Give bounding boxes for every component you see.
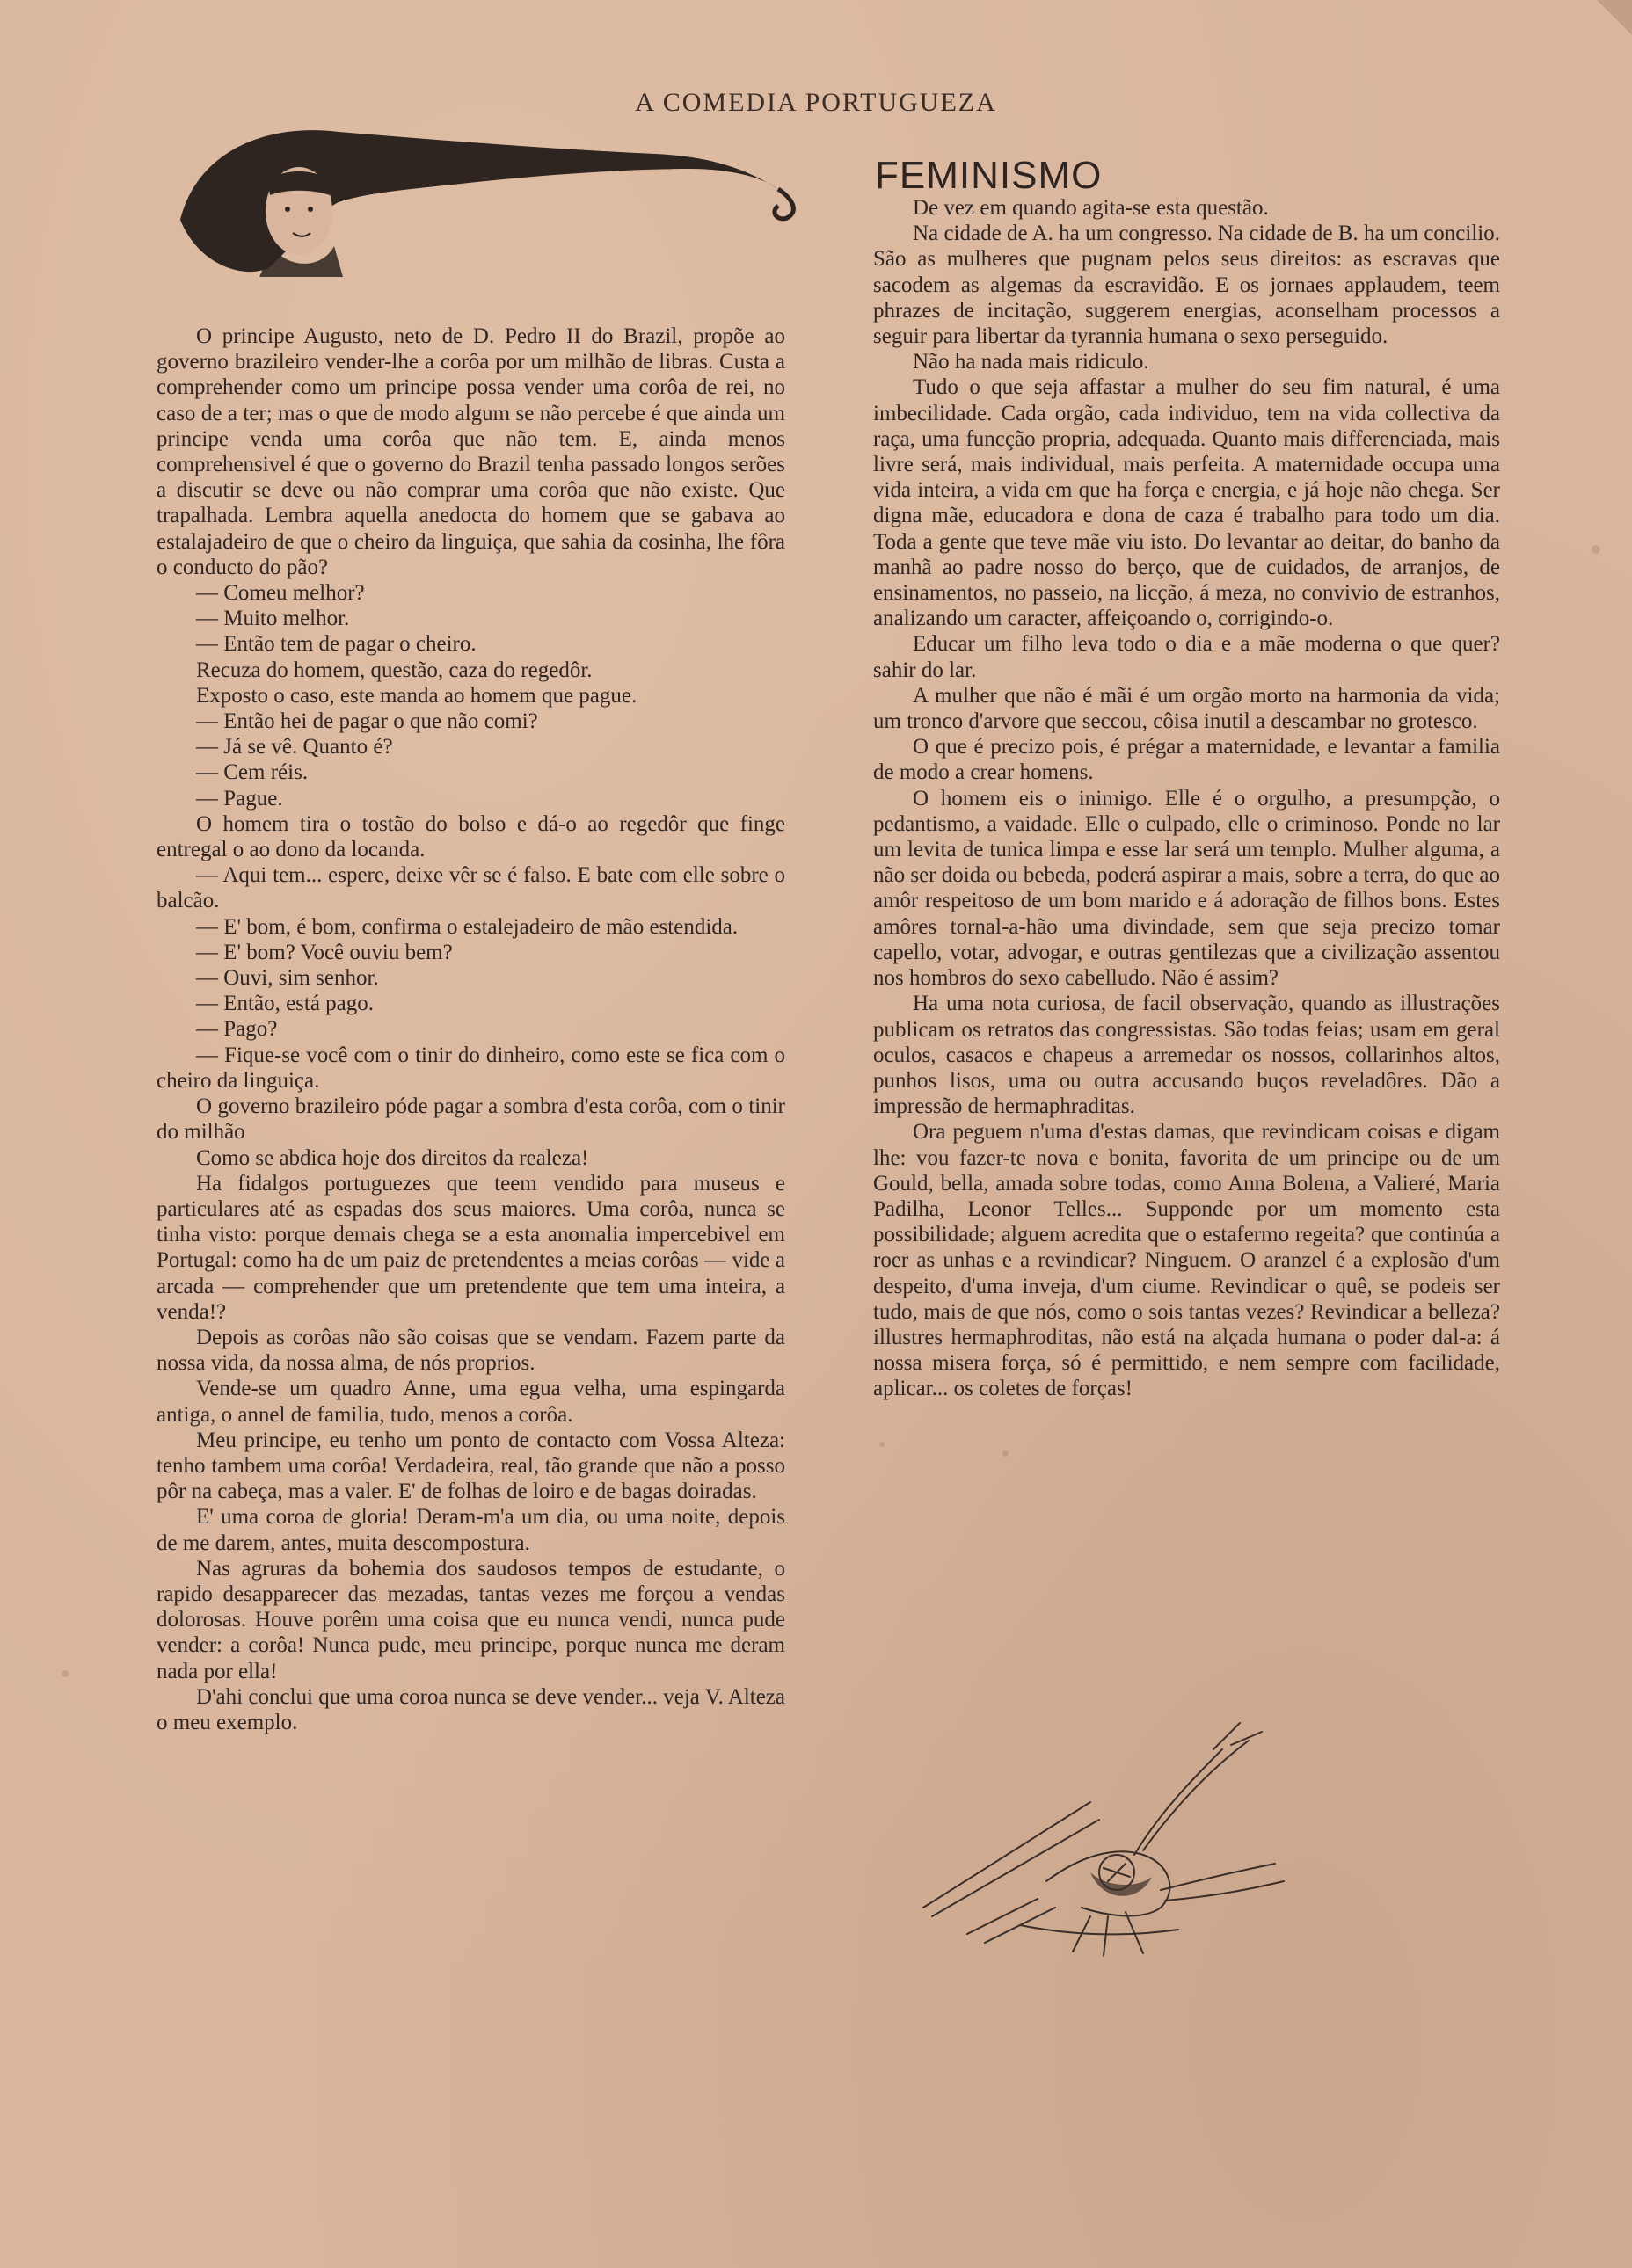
article-paragraph: O principe Augusto, neto de D. Pedro II do Brazil, propõe ao governo brazileiro vender-lhe a corôa por um milhão de libras. Custa a comprehender como um principe possa vender uma corôa de rei, no caso de a ter; mas o que de modo algum se não percebe é que ainda um principe venda uma corôa que não tem. E, ainda menos comprehensivel é que o governo do Brazil tenha passado longos serões a discutir se deve ou não comprar uma corôa que não existe. Que trapalhada. Lembra aquella anedocta do homem que se gabava ao estalajadeiro de que o cheiro da linguiça, que sahia da cosinha, lhe fôra o conducto do pão? bbox=[157, 324, 785, 579]
article-paragraph: O governo brazileiro póde pagar a sombra d'esta corôa, com o tinir do milhão bbox=[157, 1094, 785, 1145]
page-header: A COMEDIA PORTUGUEZA bbox=[635, 88, 997, 117]
right-article bbox=[873, 195, 1500, 1402]
dialogue-line: — Então, está pago. bbox=[196, 992, 375, 1016]
article-paragraph: Exposto o caso, este manda ao homem que pague. bbox=[196, 683, 638, 708]
article-paragraph: Tudo o que seja affastar a mulher do seu fim natural, é uma imbecilidade. Cada orgão, cada individuo, tem na vida collectiva da raça, uma funcção propria, adequada. Quanto mais differenciada, mais livre será, mais individual, mais perfeita. A maternidade occupa uma vida inteira, a vida em que ha força e energia, e já hoje não chega. Ser digna mãe, educadora e dona de caza é trabalho para todo um dia. Toda a gente que teve mãe viu isto. Do levantar ao deitar, do banho da manhã ao padre nosso do berço, que de cuidados, de arranjos, de ensinamentos, no passeio, na licção, á meza, no convivio de estranhos, analizando um caracter, affeiçoando o, corrigindo-o. bbox=[873, 375, 1500, 631]
dialogue-line: — Ouvi, sim senhor. bbox=[196, 966, 379, 991]
paper-stain bbox=[879, 1442, 885, 1447]
dialogue-line: — Fique-se você com o tinir do dinheiro, como este se fica com o cheiro da linguiça. bbox=[157, 1043, 785, 1093]
article-paragraph: Nas agruras da bohemia dos saudosos tempos de estudante, o rapido desapparecer das mezadas, tantas vezes me forçou a vendas dolorosas. Houve porêm uma coisa que eu nunca vendi, nunca pude vender: a corôa! Nunca pude, meu principe, porque nunca me deram nada por ella! bbox=[157, 1556, 785, 1683]
dialogue-line: — Aqui tem... espere, deixe vêr se é falso. E bate com elle sobre o balcão. bbox=[157, 863, 785, 913]
paper-stain bbox=[62, 1670, 69, 1677]
dialogue-line: — Pague. bbox=[196, 786, 283, 811]
article-paragraph: Não ha nada mais ridiculo. bbox=[913, 350, 1149, 374]
article-paragraph: Na cidade de A. ha um congresso. Na cidade de B. ha um concilio. São as mulheres que pugnam pelos seus direitos: as escravas que sacodem as algemas da escravidão. E os jornaes applaudem, teem phrazes de incitação, suggerem energias, aconselham processos a seguir para libertar da tyrannia humana o sexo perseguido. bbox=[873, 222, 1500, 349]
article-paragraph: E' uma coroa de gloria! Deram-m'a um dia, ou uma noite, depois de me darem, antes, muita descompostura. bbox=[157, 1505, 785, 1555]
article-paragraph: Recuza do homem, questão, caza do regedôr. bbox=[196, 658, 593, 682]
dialogue-line: — Cem réis. bbox=[196, 760, 309, 785]
article-paragraph: Ha fidalgos portuguezes que teem vendido para museus e particulares até as espadas dos seus maiores. Uma corôa, nunca se tinha visto: porque demais chega se a esta anomalia impercebivel em Portugal: como ha de um paiz de pretendentes a meias corôas — vide a arcada — comprehender que um pretendente que tem uma inteira, a venda!? bbox=[157, 1171, 785, 1324]
paper-stain bbox=[1592, 545, 1600, 554]
article-paragraph: O que é precizo pois, é prégar a maternidade, e levantar a familia de modo a crear homens. bbox=[873, 735, 1500, 785]
article-paragraph: De vez em quando agita-se esta questão. bbox=[913, 196, 1269, 220]
paper-stain bbox=[1002, 1450, 1009, 1457]
dialogue-line: — Comeu melhor? bbox=[196, 581, 365, 606]
article-paragraph: Educar um filho leva todo o dia e a mãe moderna o que quer? sahir do lar. bbox=[873, 632, 1500, 682]
dialogue-line: — Já se vê. Quanto é? bbox=[196, 735, 393, 760]
dialogue-line: — E' bom, é bom, confirma o estalejadeiro de mão estendida. bbox=[196, 914, 739, 939]
article-paragraph: O homem eis o inimigo. Elle é o orgulho, a presumpção, o pedantismo, a vaidade. Elle o culpado, elle o criminoso. Ponde no lar um levita de tunica limpa e esse lar será um templo. Mulher alguma, a não ser doida ou bebeda, poderá aspirar a mais, sobre a terra, do que ao amôr respeitoso de um bom marido e á adoração de filhos bons. Estes amôres tornal-a-hão uma divindade, sem que seja precizo tomar capello, votar, advogar, e outras gentilezas que a civilização assentou nos hombros do sexo cabelludo. Não é assim? bbox=[873, 786, 1500, 991]
article-paragraph: Ha uma nota curiosa, de facil observação, quando as illustrações publicam os retratos das congressistas. São todas feias; usam em geral oculos, casacos e chapeus a arremedar os nossos, collarinhos altos, punhos lisos, uma ou outra accusando buços reveladôres. Dão a impressão de hermaphraditas. bbox=[873, 992, 1500, 1119]
fallen-figure-sketch bbox=[914, 1697, 1328, 1960]
dialogue-line: — Então hei de pagar o que não comi? bbox=[196, 709, 538, 734]
article-paragraph: A mulher que não é mãi é um orgão morto na harmonia da vida; um tronco d'arvore que seccou, côisa inutil a descambar no grotesco. bbox=[873, 683, 1500, 734]
dialogue-line: — Muito melhor. bbox=[196, 607, 350, 631]
article-paragraph: Meu principe, eu tenho um ponto de contacto com Vossa Alteza: tenho tambem uma corôa! Verdadeira, real, tão grande que não a posso pôr na cabeça, mas a valer. E' de folhas de loiro e de bagas doiradas. bbox=[157, 1428, 785, 1504]
left-article bbox=[157, 323, 785, 1735]
article-paragraph: D'ahi conclui que uma coroa nunca se deve vender... veja V. Alteza o meu exemplo. bbox=[157, 1684, 785, 1734]
woman-banner-illustration bbox=[163, 114, 800, 281]
article-paragraph: Ora peguem n'uma d'estas damas, que revindicam coisas e digam lhe: vou fazer-te nova e bonita, favorita de um principe ou de um Gould, bella, amada sobre todas, como Anna Bolena, a Valieré, Maria Padilha, Leonor Telles... Supponde por um momento esta possibilidade; alguem acredita que o estafermo regeita? que continúa a roer as unhas e a revindicar? Ninguem. O aranzel é a explosão d'um despeito, d'uma inveja, d'um ciume. Revindicar o quê, se podeis ser tudo, mais de que nós, como o sois tantas vezes? Revindicar a belleza? illustres hermaphroditas, não está na alçada humana o poder dal-a: á nossa misera força, só é permittido, e nem sempre com facilidade, aplicar... os coletes de forças! bbox=[873, 1120, 1500, 1401]
article-paragraph: O homem tira o tostão do bolso e dá-o ao regedôr que finge entregal o ao dono da locanda. bbox=[157, 811, 785, 862]
article-paragraph: Como se abdica hoje dos direitos da realeza! bbox=[196, 1145, 589, 1170]
dialogue-line: — E' bom? Você ouviu bem? bbox=[196, 940, 453, 964]
dialogue-line: — Pago? bbox=[196, 1017, 278, 1042]
article-paragraph: Depois as corôas não são coisas que se vendam. Fazem parte da nossa vida, da nossa alma, de nós proprios. bbox=[157, 1325, 785, 1376]
section-title: FEMINISMO bbox=[875, 154, 1103, 197]
page-corner bbox=[1597, 0, 1632, 35]
article-paragraph: Vende-se um quadro Anne, uma egua velha, uma espingarda antiga, o annel de familia, tudo, menos a corôa. bbox=[157, 1377, 785, 1427]
dialogue-line: — Então tem de pagar o cheiro. bbox=[196, 632, 477, 657]
